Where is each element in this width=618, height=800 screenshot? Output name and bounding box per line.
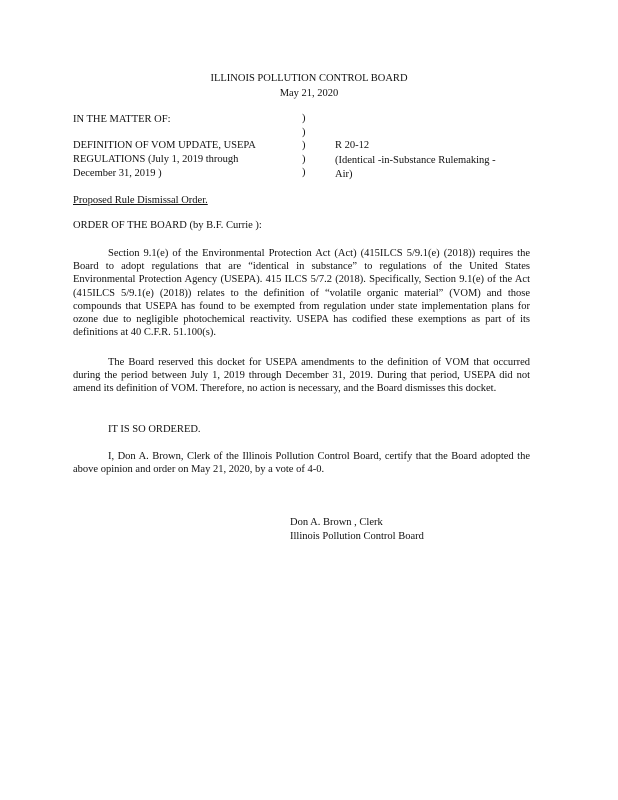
caption-parens: ) ) ) ) )	[302, 113, 306, 179]
signature-name: Don A. Brown , Clerk	[290, 517, 383, 528]
so-ordered: IT IS SO ORDERED.	[108, 424, 201, 435]
paragraph-reservation: The Board reserved this docket for USEPA amendments to the definition of VOM that occurred during the period between July 1, 2019 through December 31, 2019. During that period, USEPA did not amend its definition of VOM. Therefore, no action is necessary, and the Board dismisses this docket.	[73, 357, 530, 395]
board-name: ILLINOIS POLLUTION CONTROL BOARD	[210, 73, 408, 84]
docket-description: (Identical -in-Substance Rulemaking - Air)	[335, 155, 496, 180]
caption-title: DEFINITION OF VOM UPDATE, USEPA REGULATIONS (July 1, 2019 through December 31, 2019 )	[73, 140, 256, 179]
subject-line: Proposed Rule Dismissal Order.	[73, 195, 208, 206]
order-date: May 21, 2020	[279, 88, 339, 99]
in-the-matter-label: IN THE MATTER OF:	[73, 114, 171, 125]
paragraph-statute: Section 9.1(e) of the Environmental Protection Act (Act) (415ILCS 5/9.1(e) (2018)) requires the Board to adopt regulations that are “identical in substance” to regulations of the United States Environmental Protection Agency (USEPA). 415 ILCS 5/7.2 (2018). Specifically, Section 9.1(e) of the Act (415ILCS 5/9.1(e) (2018)) relates to the definition of “volatile organic material” (VOM) and those compounds that USEPA has found to be exempted from regulation under state implementation plans for ozone due to negligible photochemical reactivity. USEPA has codified these exemptions as part of its definitions at 40 C.F.R. 51.100(s).	[73, 248, 530, 339]
clerk-certification: I, Don A. Brown, Clerk of the Illinois Pollution Control Board, certify that the Board adopted the above opinion and order on May 21, 2020, by a vote of 4-0.	[73, 451, 530, 476]
docket-number: R 20-12	[335, 140, 370, 151]
signature-org: Illinois Pollution Control Board	[290, 531, 424, 542]
order-heading: ORDER OF THE BOARD (by B.F. Currie ):	[73, 220, 262, 231]
